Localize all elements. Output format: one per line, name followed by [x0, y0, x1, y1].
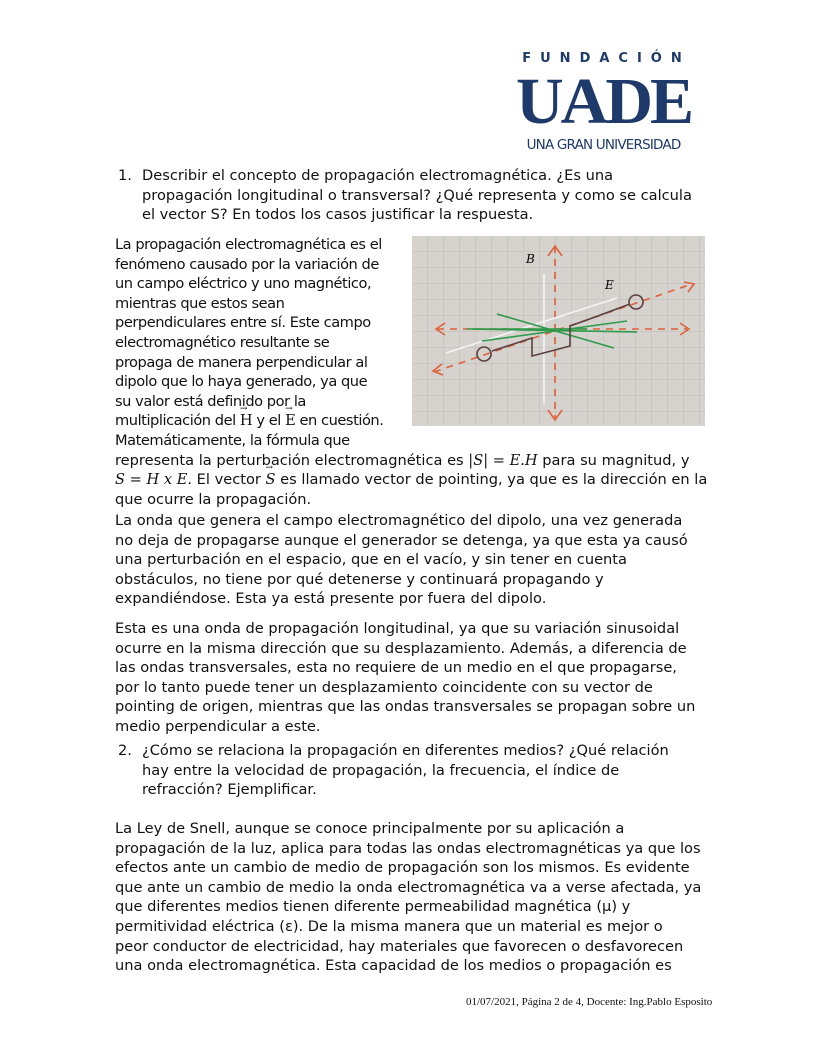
- text-span: en cuestión.: [295, 412, 384, 430]
- text-line: La Ley de Snell, aunque se conoce principalmente por su aplicación a: [115, 820, 625, 837]
- text-line: un campo eléctrico y uno magnético,: [115, 275, 372, 293]
- text-line: que diferentes medios tienen diferente permeabilidad magnética (μ) y: [115, 898, 631, 916]
- b-label: B: [526, 252, 535, 266]
- text-span: representa la perturbación electromagnética es: [115, 451, 469, 469]
- text-span: . El vector: [187, 471, 266, 489]
- text-line: efectos ante un cambio de medio de propagación son los mismos. Es evidente: [115, 859, 690, 877]
- text-line: [115, 451, 707, 471]
- text-line: por lo tanto puede tener un desplazamiento coincidente con su vector de: [115, 678, 653, 696]
- text-span: multiplicación del: [115, 412, 240, 430]
- question-number: 2.: [118, 742, 132, 759]
- text-span: para su magnitud, y: [537, 451, 690, 469]
- text-span: es llamado vector de pointing, ya que es la dirección en la: [275, 471, 708, 489]
- s-vector: → S: [266, 470, 276, 490]
- text-line: que ocurre la propagación.: [115, 490, 312, 508]
- text-line: que ante un cambio de medio la onda electromagnética va a verse afectada, ya: [115, 878, 702, 896]
- text-line: Matemáticamente, la fórmula que: [115, 431, 350, 449]
- text-line: La propagación electromagnética es el: [115, 236, 382, 253]
- e-vector: → E: [285, 411, 295, 431]
- logo-tagline: UNA GRAN UNIVERSIDAD: [526, 137, 681, 153]
- question-line: el vector S? En todos los casos justificar la respuesta.: [142, 206, 534, 224]
- text-line: pointing de origen, mientras que las ondas transversales se propagan sobre un: [115, 698, 696, 716]
- e-label: E: [605, 278, 614, 292]
- text-line: no deja de propagarse aunque el generador se detenga, ya que esta ya causó: [115, 531, 688, 549]
- text-line: electromagnético resultante se: [115, 333, 330, 351]
- text-line: propagación de la luz, aplica para todas las ondas electromagnéticas ya que los: [115, 839, 701, 857]
- page-footer: 01/07/2021, Página 2 de 4, Docente: Ing.Pablo Esposito: [466, 996, 713, 1008]
- text-line: dipolo que lo haya generado, ya que: [115, 373, 368, 391]
- text-line: una onda electromagnética. Esta capacidad de los medios o propagación es: [115, 957, 672, 975]
- question-line: hay entre la velocidad de propagación, la frecuencia, el índice de: [142, 761, 620, 779]
- text-line: fenómeno causado por la variación de: [115, 255, 379, 273]
- h-vector: → H: [240, 411, 252, 431]
- text-line: La onda que genera el campo electromagnético del dipolo, una vez generada: [115, 512, 683, 529]
- poynting-magnitude-formula: |S| = E.H: [468, 451, 538, 469]
- answer-paragraph-2: [115, 511, 688, 609]
- question-line: ¿Cómo se relaciona la propagación en diferentes medios? ¿Qué relación: [142, 742, 669, 759]
- question-line: refracción? Ejemplificar.: [142, 781, 317, 799]
- text-line: obstáculos, no tiene por qué detenerse y continuará propagando y: [115, 570, 604, 588]
- question-line: Describir el concepto de propagación electromagnética. ¿Es una: [142, 167, 614, 184]
- text-line: una perturbación en el espacio, que en el vacío, y sin tener en cuenta: [115, 551, 627, 569]
- text-line: las ondas transversales, esta no requiere de un medio en el que propagarse,: [115, 659, 677, 677]
- text-line: su valor está definido por la: [115, 392, 306, 410]
- text-line: permitividad eléctrica (ε). De la misma manera que un material es mejor o: [115, 917, 663, 935]
- text-line: mientras que estos sean: [115, 294, 285, 312]
- text-line: [115, 470, 707, 490]
- answer-paragraph-3: [115, 619, 695, 737]
- text-line: propaga de manera perpendicular al: [115, 353, 368, 371]
- question-number: 1.: [118, 167, 132, 184]
- question-line: propagación longitudinal o transversal? ¿Qué representa y como se calcula: [142, 186, 692, 204]
- dipole-diagram: [412, 236, 705, 426]
- text-line: Esta es una onda de propagación longitudinal, ya que su variación sinusoidal: [115, 620, 680, 637]
- logo-uade: UADE: [516, 65, 692, 138]
- text-line: peor conductor de electricidad, hay materiales que favorecen o desfavorecen: [115, 937, 684, 955]
- text-line: expandiéndose. Esta ya está presente por fuera del dipolo.: [115, 590, 547, 608]
- text-span: y el: [252, 412, 286, 430]
- text-line: ocurre en la misma dirección que su desplazamiento. Además, a diferencia de: [115, 639, 687, 657]
- text-line: medio perpendicular a este.: [115, 717, 321, 735]
- text-line: perpendiculares entre sí. Este campo: [115, 314, 371, 332]
- poynting-vector-formula: S = H x E: [115, 471, 188, 489]
- answer-paragraph-4: [115, 819, 701, 976]
- logo-fundacion: FUNDACIÓN: [522, 51, 691, 66]
- uade-logo: [516, 50, 691, 154]
